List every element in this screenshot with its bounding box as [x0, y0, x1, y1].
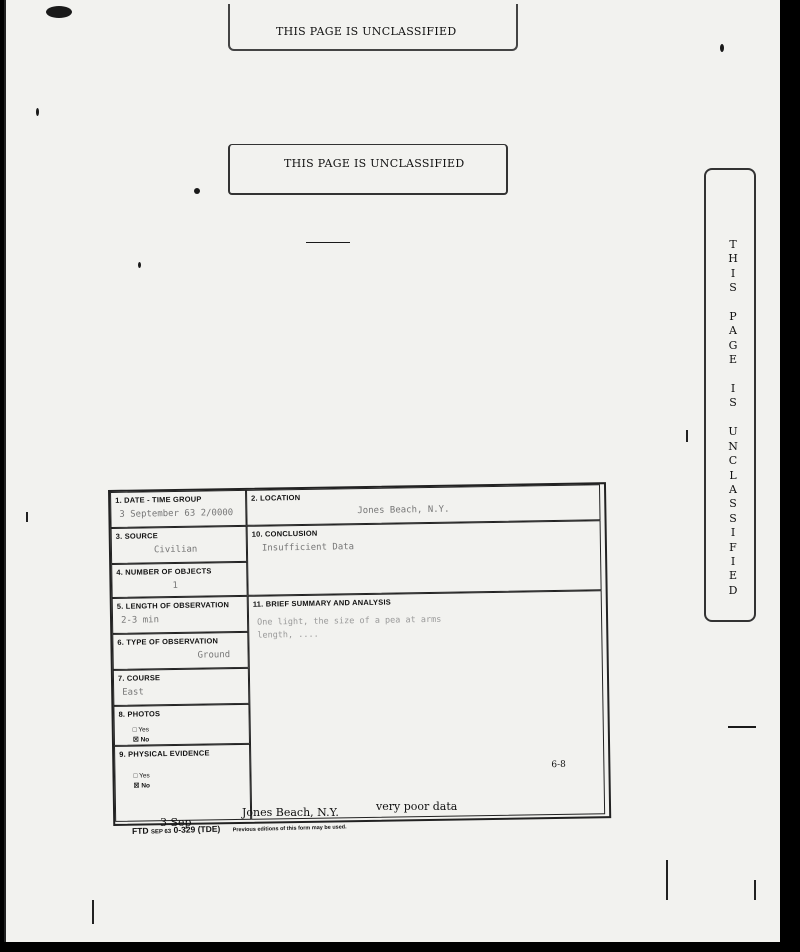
scan-mark: [92, 900, 94, 924]
date-time-group-cell: [110, 490, 247, 528]
annotation-date: 3 Sep: [160, 816, 192, 829]
physical-evidence-no-option: ☒ No: [133, 782, 151, 790]
physical-evidence-yes-label: Yes: [139, 772, 150, 780]
photos-no-label: No: [140, 736, 150, 744]
course-cell: [113, 668, 250, 706]
location-label: 2. LOCATION: [251, 492, 301, 503]
date-time-group-label: 1. DATE - TIME GROUP: [115, 494, 202, 505]
date-time-group-value: 3 September 63 2/0000: [119, 508, 234, 520]
page-reference: 6-8: [551, 759, 566, 771]
photos-yes-option: □ Yes: [132, 726, 150, 734]
form-number: 0-329 (TDE): [173, 823, 221, 835]
number-of-objects-label: 4. NUMBER OF OBJECTS: [116, 566, 212, 577]
physical-evidence-no-label: No: [141, 782, 151, 790]
conclusion-cell: [247, 520, 602, 596]
course-value: East: [122, 687, 144, 698]
photos-cell: [113, 704, 250, 746]
annotation-note: very poor data: [376, 800, 458, 813]
scan-mark: [666, 860, 668, 900]
record-card-form: [108, 482, 611, 826]
photos-label: 8. PHOTOS: [118, 709, 161, 719]
number-of-objects-value: 1: [172, 580, 179, 591]
conclusion-label: 10. CONCLUSION: [251, 528, 318, 539]
scan-speck: [306, 242, 350, 243]
number-of-objects-cell: [111, 562, 248, 598]
scan-mark: [26, 512, 28, 522]
photos-yes-label: Yes: [138, 726, 150, 734]
summary-text: One light, the size of a pea at arms length, ....: [257, 614, 442, 641]
photos-no-option: ☒ No: [132, 736, 150, 744]
scan-speck: [728, 726, 756, 728]
physical-evidence-label: 9. PHYSICAL EVIDENCE: [119, 748, 210, 759]
form-date: SEP 63: [150, 828, 172, 836]
conclusion-value: Insufficient Data: [261, 542, 355, 554]
summary-label: 11. BRIEF SUMMARY AND ANALYSIS: [252, 597, 391, 609]
top-unclassified-stamp: THIS PAGE IS UNCLASSIFIED: [276, 25, 457, 38]
scan-speck: [720, 44, 724, 52]
length-of-observation-value: 2-3 min: [120, 615, 160, 626]
summary-cell: [248, 590, 605, 820]
scan-speck: [46, 6, 72, 18]
form-id: FTD: [131, 825, 149, 836]
length-of-observation-cell: [112, 596, 249, 634]
physical-evidence-cell: [114, 744, 251, 822]
scan-mark: [686, 430, 688, 442]
source-value: Civilian: [153, 544, 198, 556]
length-of-observation-label: 5. LENGTH OF OBSERVATION: [116, 600, 230, 611]
form-notice: Previous editions of this form may be used.: [232, 824, 347, 834]
location-cell: [246, 484, 601, 526]
scan-speck: [36, 108, 39, 116]
course-label: 7. COURSE: [117, 673, 161, 683]
type-of-observation-label: 6. TYPE OF OBSERVATION: [117, 636, 219, 647]
middle-unclassified-stamp: THIS PAGE IS UNCLASSIFIED: [284, 157, 465, 170]
source-cell: [111, 526, 248, 564]
source-label: 3. SOURCE: [115, 531, 159, 541]
scan-mark: [754, 880, 756, 900]
side-unclassified-stamp: T H I S P A G E I S U N C L A S S I F I E D: [728, 238, 738, 597]
type-of-observation-value: Ground: [197, 650, 231, 661]
scan-speck: [138, 262, 141, 268]
physical-evidence-yes-option: □ Yes: [133, 772, 150, 780]
document-page: [4, 0, 780, 942]
location-value: Jones Beach, N.Y.: [357, 504, 450, 517]
type-of-observation-cell: [112, 632, 249, 670]
annotation-location: Jones Beach, N.Y.: [242, 806, 339, 819]
scan-speck: [194, 188, 200, 194]
